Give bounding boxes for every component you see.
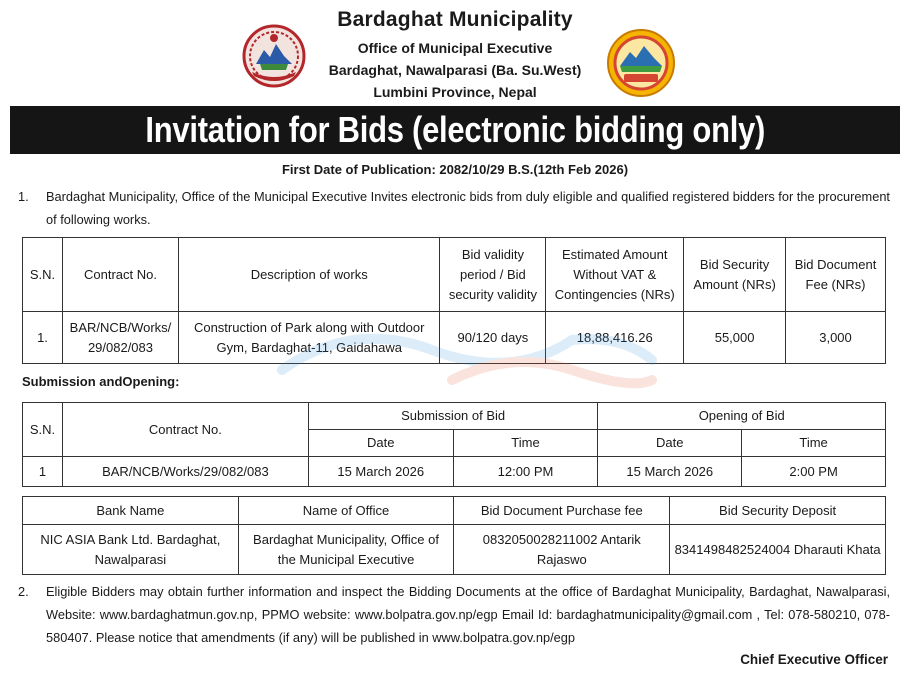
col-contract-no: Contract No.	[62, 238, 178, 312]
nepal-emblem-icon	[242, 24, 306, 88]
paragraph-1	[18, 185, 890, 231]
banner-text: Invitation for Bids (electronic bidding only)	[145, 109, 765, 150]
cell-estimated-amount: 18,88,416.26	[546, 312, 684, 364]
paragraph-number: 2.	[18, 584, 29, 599]
cell-contract-no: BAR/NCB/Works/ 29/082/083	[62, 312, 178, 364]
table-header-row	[23, 238, 886, 312]
col-opening-time: Time	[742, 430, 886, 457]
table-row	[23, 525, 886, 575]
cell-submission-date: 15 March 2026	[308, 457, 453, 487]
cell-sn: 1.	[23, 312, 63, 364]
col-submission-time: Time	[453, 430, 598, 457]
cell-bid-security: 55,000	[684, 312, 786, 364]
cell-bid-validity: 90/120 days	[440, 312, 546, 364]
cell-security-deposit: 8341498482524004 Dharauti Khata	[670, 525, 886, 575]
municipality-title: Bardaghat Municipality	[337, 8, 573, 31]
table-header-row	[23, 403, 886, 430]
office-address: Bardaghat, Nawalparasi (Ba. Su.West)	[328, 62, 582, 78]
col-opening-date: Date	[598, 430, 742, 457]
col-purchase-fee: Bid Document Purchase fee	[454, 497, 670, 525]
paragraph-text: Bardaghat Municipality, Office of the Municipal Executive Invites electronic bids from duly eligible and qualified registered bidders for the procurement of following works.	[46, 189, 890, 227]
cell-sn: 1	[23, 457, 63, 487]
office-name: Office of Municipal Executive	[357, 40, 553, 56]
col-bid-validity: Bid validity period / Bid security validity	[440, 238, 546, 312]
cell-description: Construction of Park along with Outdoor Gym, Bardaghat-11, Gaidahawa	[178, 312, 440, 364]
cell-purchase-fee: 0832050028211002 Antarik Rajaswo	[454, 525, 670, 575]
col-submission-date: Date	[308, 430, 453, 457]
paragraph-2	[18, 580, 890, 649]
bank-details-table	[22, 496, 886, 575]
invitation-banner	[10, 106, 900, 154]
col-security-deposit: Bid Security Deposit	[670, 497, 886, 525]
municipality-logo-icon	[606, 28, 676, 98]
col-opening-of-bid: Opening of Bid	[598, 403, 886, 430]
header	[0, 6, 910, 102]
cell-contract-no: BAR/NCB/Works/29/082/083	[62, 457, 308, 487]
cell-office-name: Bardaghat Municipality, Office of the Municipal Executive	[238, 525, 454, 575]
col-estimated-amount: Estimated Amount Without VAT & Contingencies (NRs)	[546, 238, 684, 312]
paragraph-number: 1.	[18, 189, 29, 204]
table-header-row	[23, 497, 886, 525]
works-table	[22, 237, 886, 364]
cell-opening-date: 15 March 2026	[598, 457, 742, 487]
signature-title: Chief Executive Officer	[740, 652, 888, 667]
col-document-fee: Bid Document Fee (NRs)	[786, 238, 886, 312]
col-bid-security: Bid Security Amount (NRs)	[684, 238, 786, 312]
table-row	[23, 312, 886, 364]
publication-date: First Date of Publication: 2082/10/29 B.S.(12th Feb 2026)	[281, 162, 629, 177]
col-sn: S.N.	[23, 238, 63, 312]
col-bank-name: Bank Name	[23, 497, 239, 525]
col-contract-no: Contract No.	[62, 403, 308, 457]
col-sn: S.N.	[23, 403, 63, 457]
paragraph-text: Eligible Bidders may obtain further information and inspect the Bidding Documents at the office of Bardaghat Municipality, Bardaghat, Nawalparasi, Website: www.bardaghatmun.gov.np, PPMO website: www.bolpatra.gov.np/egp Email Id: bardaghatmunicipality@gmail.com , Tel: 078-580210, 078-580407. Please notice that amendments (if any) will be published in www.bolpatra.gov.np/egp	[46, 584, 890, 645]
cell-document-fee: 3,000	[786, 312, 886, 364]
submission-heading: Submission andOpening:	[22, 374, 180, 389]
submission-opening-table	[22, 402, 886, 487]
cell-bank-name: NIC ASIA Bank Ltd. Bardaghat, Nawalparasi	[23, 525, 239, 575]
col-description: Description of works	[178, 238, 440, 312]
col-office-name: Name of Office	[238, 497, 454, 525]
cell-submission-time: 12:00 PM	[453, 457, 598, 487]
col-submission-of-bid: Submission of Bid	[308, 403, 598, 430]
cell-opening-time: 2:00 PM	[742, 457, 886, 487]
province-line: Lumbini Province, Nepal	[373, 84, 537, 100]
table-row	[23, 457, 886, 487]
